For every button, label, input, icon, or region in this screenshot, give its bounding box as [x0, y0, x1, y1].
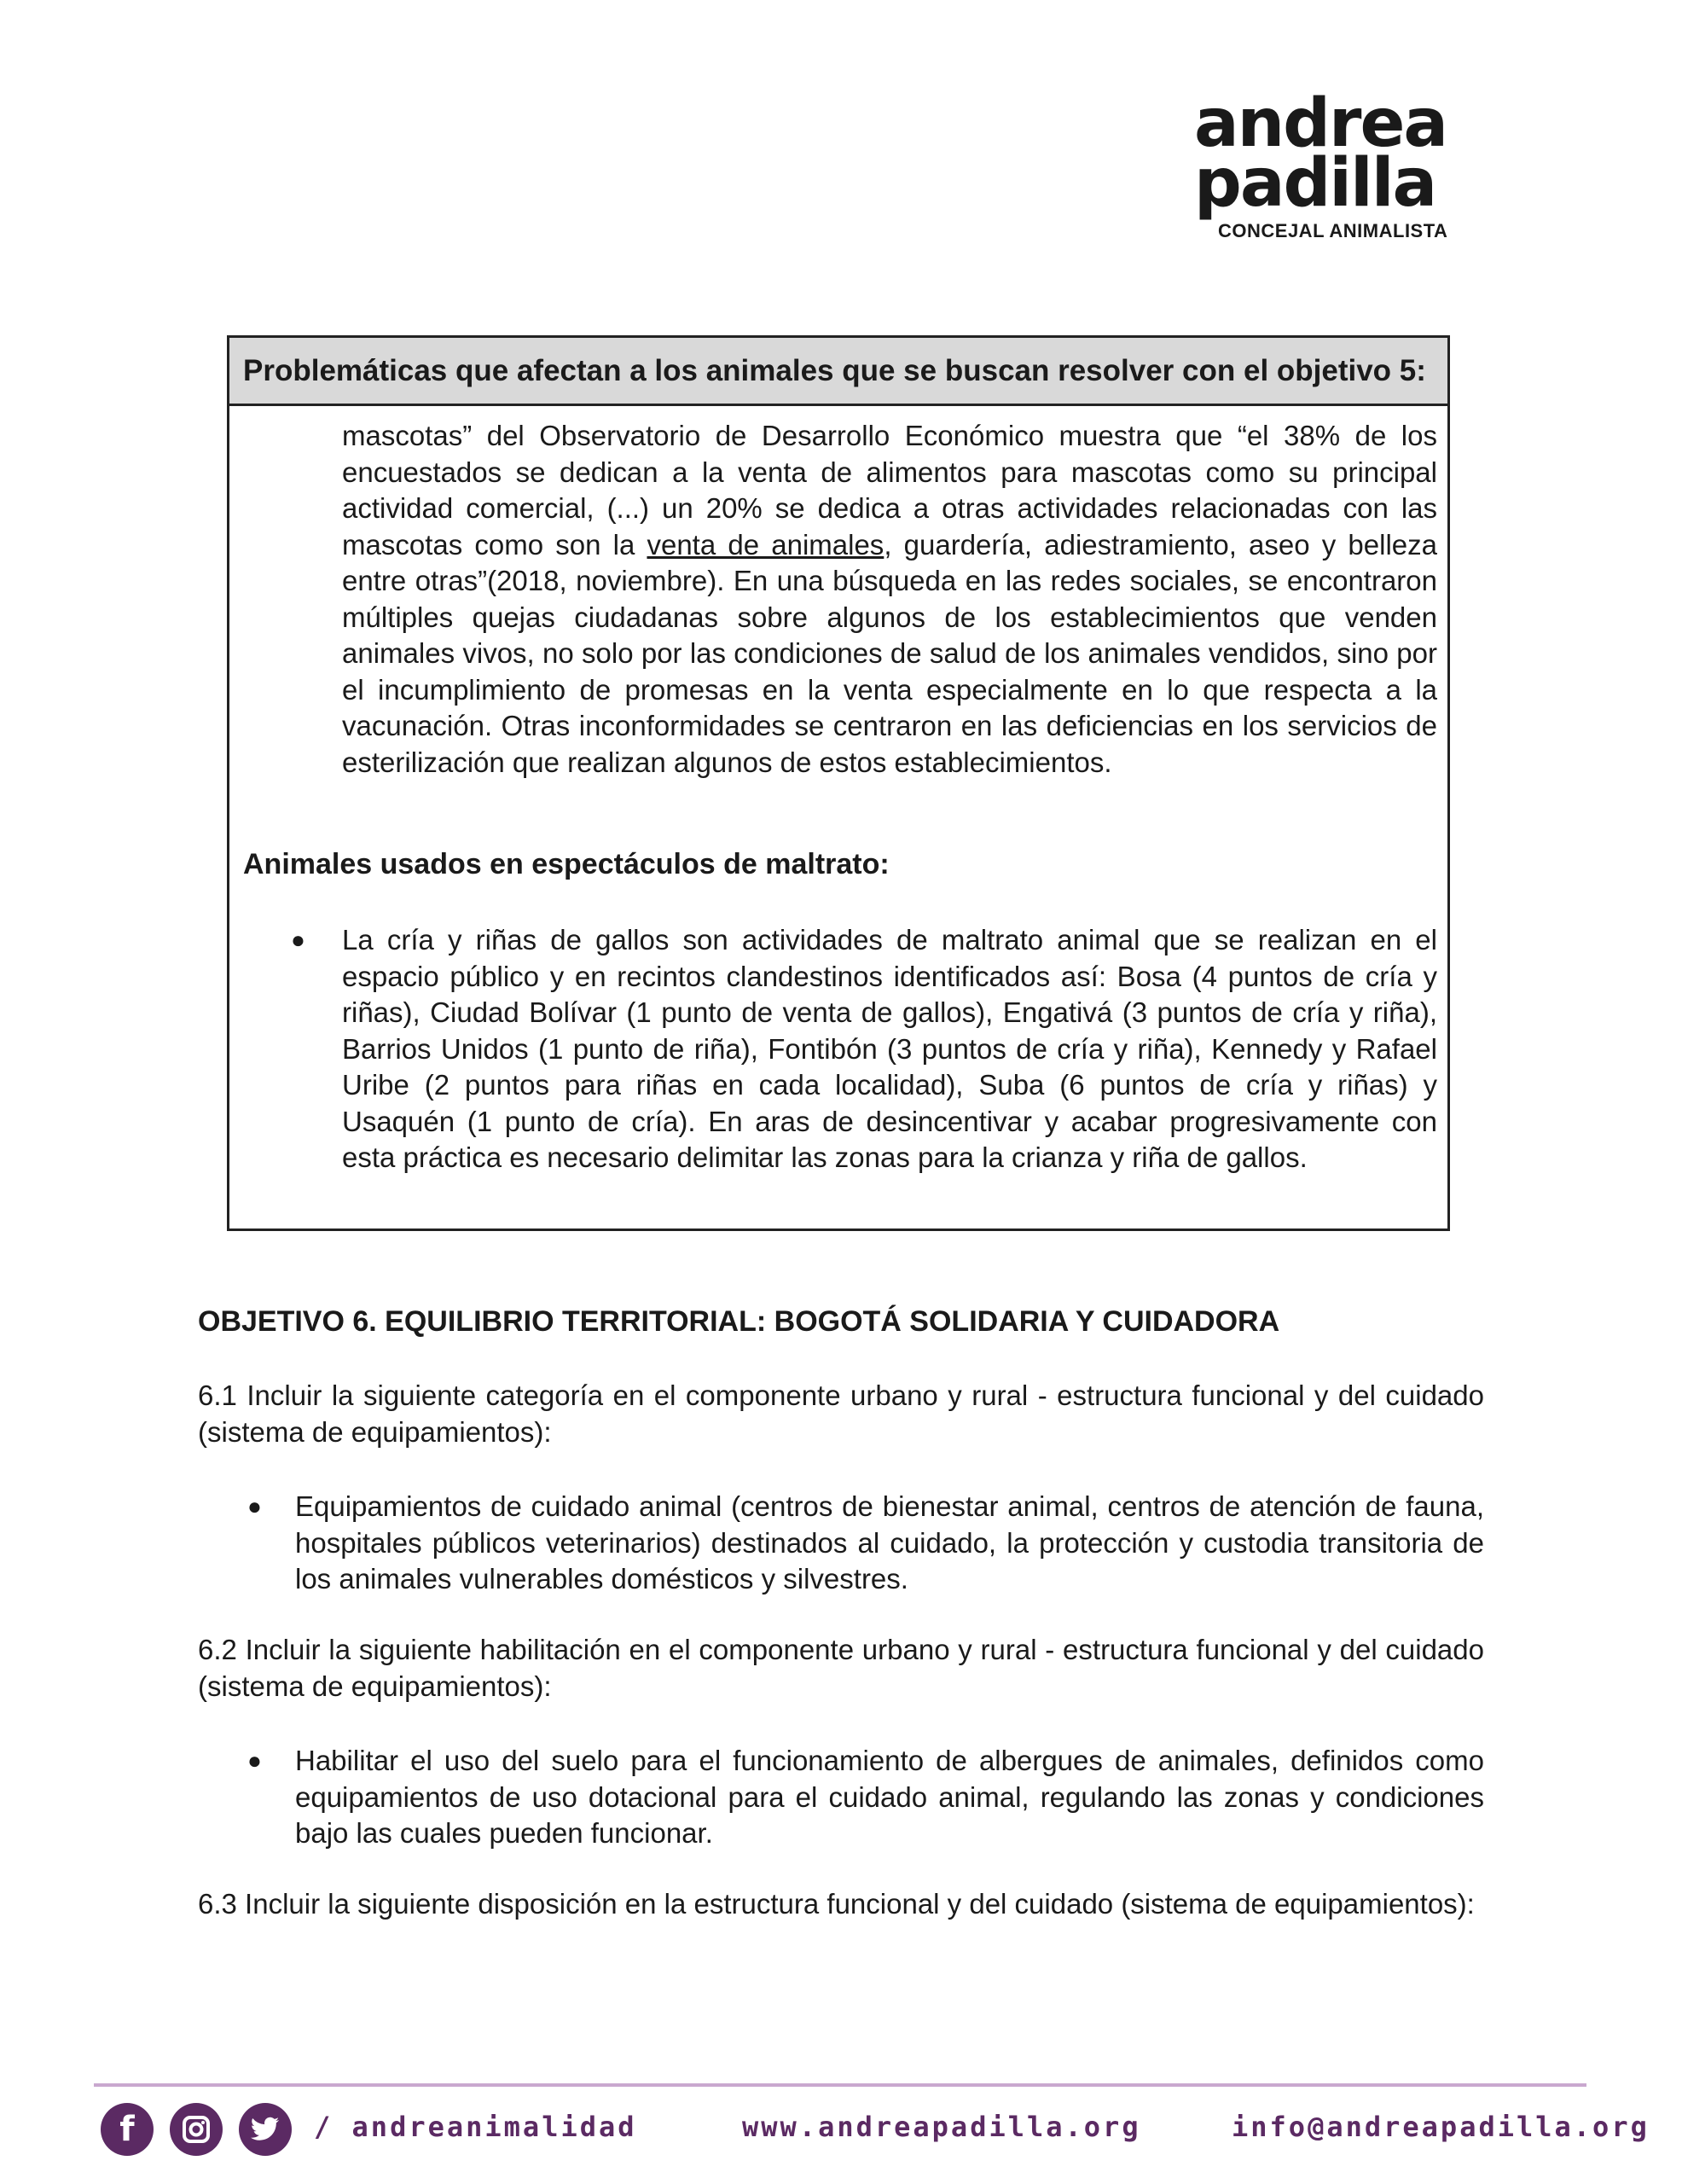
twitter-icon[interactable]: [239, 2103, 292, 2156]
logo-tagline: CONCEJAL ANIMALISTA: [1218, 220, 1448, 241]
facebook-icon[interactable]: f: [101, 2103, 154, 2156]
box-bullet: La cría y riñas de gallos son actividades de maltrato animal que se realizan en el espacio público y en recintos clandestinos identificados así: Bosa (4 puntos de cría y riñas), Ciudad Bolívar (1 punto de venta de gallos), Engativá (3 puntos de cría y riña), Barrios Unidos (1 punto de riña), Fontibón (3 puntos de cría y riña), Kennedy y Rafael Uribe (2 puntos para riñas en cada localidad), Suba (6 puntos de cría y riñas) y Usaquén (1 punto de cría). En aras de desincentivar y acabar progresivamente con esta práctica es necesario delimitar las zonas para la crianza y riña de gallos.: [342, 924, 1437, 1173]
bullet-icon: ●: [247, 1493, 262, 1519]
bullet-6-2: Habilitar el uso del suelo para el funcionamiento de albergues de animales, definidos como equipamientos de uso dotacional para el cuidado animal, regulando las zonas y condiciones bajo las cuales pueden funcionar.: [295, 1745, 1484, 1849]
bullet-6-1: Equipamientos de cuidado animal (centros de bienestar animal, centros de atención de fauna, hospitales públicos veterinarios) destinados al cuidado, la protección y custodia transitoria de los animales vulnerables domésticos y silvestres.: [295, 1490, 1484, 1594]
box-subheading: Animales usados en espectáculos de maltrato:: [243, 848, 890, 880]
website-link[interactable]: www.andreapadilla.org: [742, 2111, 1141, 2143]
box-paragraph: [342, 418, 1437, 781]
social-handle[interactable]: / andreanimalidad: [314, 2111, 637, 2143]
para1-part-a: mascotas” del Observatorio de Desarrollo Económico muestra que “el 38% de los encuestados se dedican a la venta de alimentos para mascotas como su principal actividad comercial, (...) un 20% se dedica a otras actividades relacionadas con las mascotas como son la: [342, 420, 1437, 561]
para1-underlined: venta de animales: [647, 528, 884, 561]
paragraph-6-2: 6.2 Incluir la siguiente habilitación en el componente urbano y rural - estructura funcional y del cuidado (sistema de equipamientos):: [198, 1634, 1484, 1702]
logo-line2: padilla: [1194, 145, 1436, 222]
logo-line1: andrea: [1194, 85, 1447, 162]
paragraph-6-3: 6.3 Incluir la siguiente disposición en la estructura funcional y del cuidado (sistema de equipamientos):: [198, 1888, 1475, 1920]
para1-part-b: , guardería, adiestramiento, aseo y belleza entre otras”(2018, noviembre). En una búsqueda en las redes sociales, se encontraron múltiples quejas ciudadanas sobre algunos de los establecimientos que venden animales vivos, no solo por las condiciones de salud de los animales vendidos, sino por el incumplimiento de promesas en la venta especialmente en lo que respecta a la vacunación. Otras inconformidades se centraron en las deficiencias en los servicios de esterilización que realizan algunos de estos establecimientos.: [342, 528, 1437, 778]
instagram-icon[interactable]: [170, 2103, 223, 2156]
logo: [1194, 85, 1450, 242]
paragraph-6-1: 6.1 Incluir la siguiente categoría en el componente urbano y rural - estructura funcional y del cuidado (sistema de equipamientos):: [198, 1380, 1484, 1448]
email-link[interactable]: info@andreapadilla.org: [1232, 2111, 1650, 2143]
box-header: Problemáticas que afectan a los animales que se buscan resolver con el objetivo 5:: [229, 338, 1447, 406]
problem-box: [227, 335, 1450, 1231]
bullet-icon: ●: [291, 926, 305, 953]
section-title: OBJETIVO 6. EQUILIBRIO TERRITORIAL: BOGOTÁ SOLIDARIA Y CUIDADORA: [198, 1305, 1280, 1338]
footer-divider: [94, 2083, 1586, 2087]
bullet-icon: ●: [247, 1747, 262, 1774]
